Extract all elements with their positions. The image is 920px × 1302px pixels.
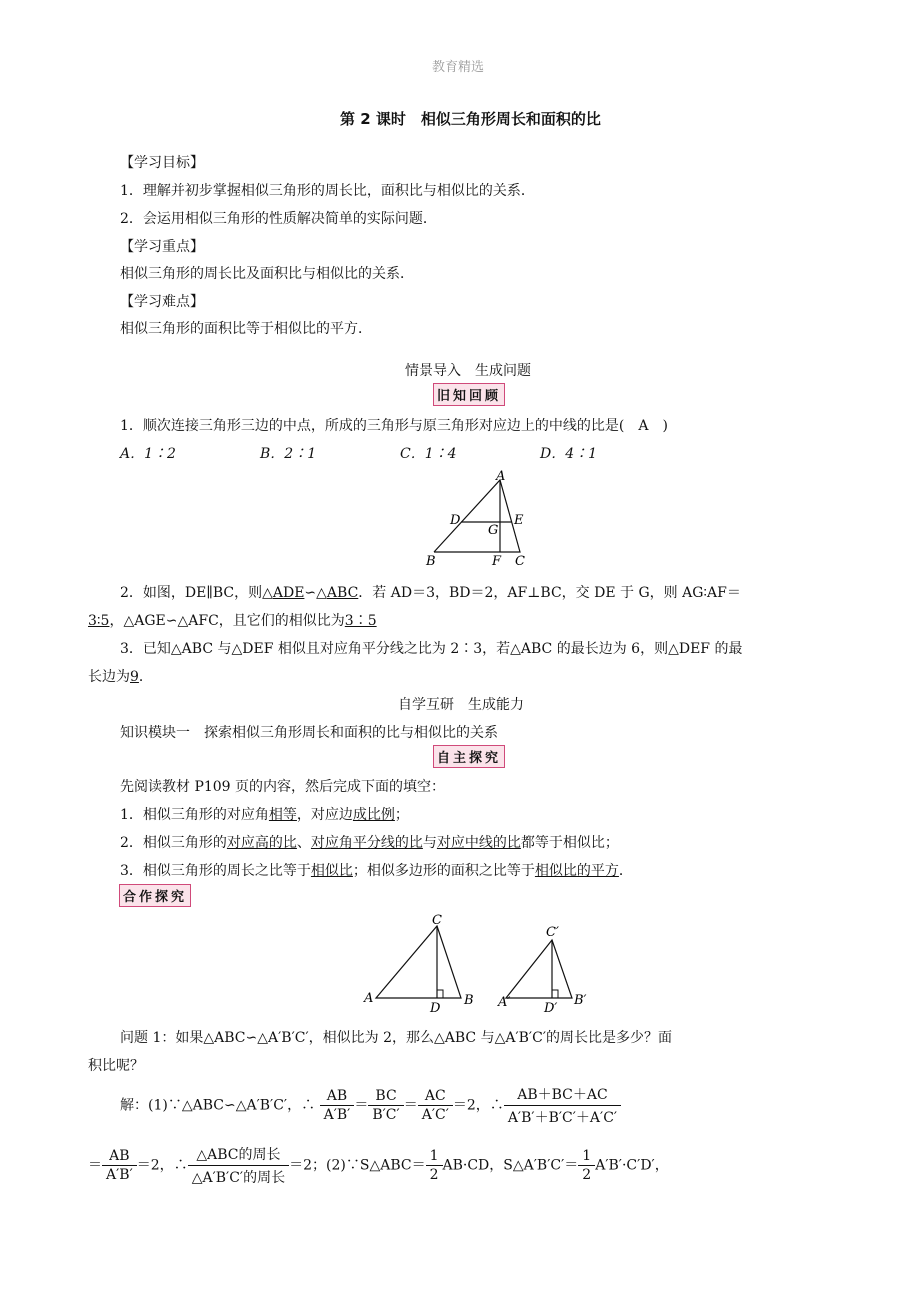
frac-num: AB＋BC＋AC: [504, 1084, 621, 1106]
fill-2-text-b: 、: [296, 835, 311, 851]
sol-text-b: ＝2，∴: [136, 1157, 188, 1174]
fill-2-text-d: 都等于相似比；: [520, 835, 619, 851]
frac-num: BC: [368, 1088, 403, 1106]
q2-text-c: ．若 AD＝3，BD＝2，AF⊥BC，交 DE 于 G，则 AG∶AF＝: [358, 585, 741, 601]
q2-text-a: 2．如图，DE∥BC，则△: [120, 585, 273, 601]
fill-2-answer-1: 对应高的比: [226, 835, 297, 851]
module-1-title: 知识模块一 探索相似三角形周长和面积的比与相似比的关系: [120, 725, 498, 741]
problem-1-line-1: 问题 1：如果△ABC∽△A′B′C′，相似比为 2，那么△ABC 与△A′B′C′的周长比是多少？面: [120, 1030, 672, 1046]
label-e: E: [514, 513, 524, 528]
right-angle-mark-1: [437, 990, 443, 998]
frac-den: A′C′: [421, 1107, 449, 1123]
figure-similar-triangles: [360, 910, 600, 1018]
eq-1: ＝: [354, 1097, 369, 1114]
frac-num: 1: [426, 1148, 443, 1166]
q2-answer-3: 3∶5: [88, 613, 110, 629]
fraction-ac: [418, 1088, 453, 1123]
triangle-abc-prime: [506, 940, 572, 998]
badge-self-explore: [433, 745, 505, 768]
eq-2: ＝: [403, 1097, 418, 1114]
frac-num: AC: [418, 1088, 453, 1106]
question-3-line-1: 3．已知△ABC 与△DEF 相似且对应角平分线之比为 2∶3，若△ABC 的最长边为 6，则△DEF 的最: [120, 641, 743, 657]
goals-heading: 【学习目标】: [120, 155, 204, 171]
sol-eq: ＝: [88, 1157, 102, 1174]
sol-text-e: A′B′·C′D′，: [595, 1157, 669, 1174]
question-2-line-1: [120, 582, 741, 602]
fill-1-text-a: 1．相似三角形的对应角: [120, 807, 269, 823]
focus-heading: 【学习重点】: [120, 239, 204, 255]
label-c-prime: C′: [546, 925, 559, 940]
fraction-ab: [320, 1088, 355, 1123]
question-2-line-2: [88, 610, 377, 630]
fill-1-text-b: ，对应边: [296, 807, 353, 823]
fraction-perimeter-sum: [504, 1084, 621, 1127]
fill-3-text-a: 3．相似三角形的周长之比等于: [120, 863, 311, 879]
fill-2-answer-3: 对应中线的比: [436, 835, 521, 851]
label-c: C: [432, 913, 442, 928]
label-f: F: [492, 554, 502, 569]
frac-num: 1: [578, 1148, 595, 1166]
label-g: G: [488, 523, 499, 538]
label-a-prime: A′: [498, 995, 511, 1010]
fill-3: [120, 860, 633, 880]
q1-option-b: B．2∶1: [260, 446, 317, 462]
frac-den: A′B′: [323, 1107, 351, 1123]
fraction-half-2: [578, 1148, 595, 1183]
q2-answer-4: 3∶5: [344, 613, 377, 629]
label-b-prime: B′: [574, 993, 587, 1008]
section-self-study-title: 自学互研 生成能力: [398, 697, 524, 713]
fill-2: [120, 832, 619, 852]
badge-review-label: 旧知回顾: [433, 383, 505, 406]
frac-den: B′C′: [372, 1107, 400, 1123]
sol-text-c: ＝2；(2)∵S△ABC＝: [289, 1157, 426, 1174]
goal-2: 2．会运用相似三角形的性质解决简单的实际问题．: [120, 211, 437, 227]
fill-3-answer-1: 相似比: [310, 863, 353, 879]
fill-1: [120, 804, 409, 824]
label-a: A: [364, 991, 374, 1006]
q2-text-b: ∽△: [304, 585, 327, 601]
question-3-line-2: [88, 666, 153, 686]
label-b: B: [464, 993, 474, 1008]
q1-option-c: C．1∶4: [400, 446, 457, 462]
label-a: A: [496, 469, 506, 484]
solution-line-1: [120, 1084, 621, 1127]
fraction-ab-2: [102, 1148, 137, 1183]
label-d: D: [450, 513, 461, 528]
frac-den: A′B′: [106, 1167, 133, 1183]
frac-den: △A′B′C′的周长: [191, 1170, 286, 1186]
label-d: D: [430, 1001, 441, 1016]
focus-text: 相似三角形的周长比及面积比与相似比的关系．: [120, 266, 414, 282]
q3-text-b: ．: [138, 669, 153, 685]
fill-1-answer-1: 相等: [268, 807, 297, 823]
q2-answer-2: ABC: [326, 585, 359, 601]
right-angle-mark-2: [552, 990, 558, 998]
fill-3-answer-2: 相似比的平方: [534, 863, 619, 879]
q2-text-d: ，△AGE∽△AFC，且它们的相似比为: [109, 613, 345, 629]
fill-2-answer-2: 对应角平分线的比: [310, 835, 423, 851]
fraction-half-1: [426, 1148, 443, 1183]
problem-1-line-2: 积比呢？: [88, 1058, 144, 1074]
frac-den: 2: [429, 1167, 439, 1183]
frac-num: AB: [102, 1148, 137, 1166]
fraction-bc: [368, 1088, 403, 1123]
fill-3-text-b: ；相似多边形的面积之比等于: [352, 863, 535, 879]
page-header: 教育精选: [432, 60, 485, 75]
label-c: C: [515, 554, 525, 569]
frac-num: △ABC的周长: [188, 1144, 289, 1166]
section-intro-title: 情景导入 生成问题: [405, 363, 531, 379]
frac-num: AB: [320, 1088, 355, 1106]
triangle-abc-outline: [434, 480, 520, 552]
fill-2-text-c: 与: [422, 835, 437, 851]
badge-cooperate-label: 合作探究: [119, 884, 191, 907]
page-title: 第 2 课时 相似三角形周长和面积的比: [340, 110, 601, 128]
q1-option-d: D．4∶1: [540, 446, 598, 462]
badge-self-explore-label: 自主探究: [433, 745, 505, 768]
fill-1-text-c: ；: [394, 807, 409, 823]
badge-cooperate: [119, 884, 191, 907]
goal-1: 1．理解并初步掌握相似三角形的周长比，面积比与相似比的关系．: [120, 183, 535, 199]
q3-text-a: 长边为: [88, 669, 130, 685]
q2-answer-1: ADE: [272, 585, 305, 601]
reading-instruction: 先阅读教材 P109 页的内容，然后完成下面的填空：: [120, 779, 446, 795]
sol-mid: ＝2，∴: [452, 1097, 504, 1114]
sol-text-d: AB·CD，S△A′B′C′＝: [442, 1157, 579, 1174]
sol-start: 解：(1)∵△ABC∽△A′B′C′，∴: [120, 1097, 316, 1114]
difficulty-text: 相似三角形的面积比等于相似比的平方．: [120, 321, 372, 337]
label-b: B: [426, 554, 436, 569]
question-1: 1．顺次连接三角形三边的中点，所成的三角形与原三角形对应边上的中线的比是( A ): [120, 418, 668, 434]
triangle-abc: [376, 926, 461, 998]
solution-line-2: [88, 1144, 669, 1187]
q1-option-a: A．1∶2: [120, 446, 176, 462]
label-d-prime: D′: [544, 1001, 558, 1016]
q3-answer: 9: [130, 669, 139, 685]
badge-review: [433, 383, 505, 406]
fill-2-text-a: 2．相似三角形的: [120, 835, 227, 851]
frac-den: A′B′＋B′C′＋A′C′: [507, 1110, 618, 1126]
figure-triangle-de-bc: [420, 468, 540, 572]
fill-1-answer-2: 成比例: [352, 807, 395, 823]
difficulty-heading: 【学习难点】: [120, 294, 204, 310]
fraction-perimeter: [188, 1144, 289, 1187]
frac-den: 2: [582, 1167, 592, 1183]
fill-3-text-c: ．: [618, 863, 633, 879]
